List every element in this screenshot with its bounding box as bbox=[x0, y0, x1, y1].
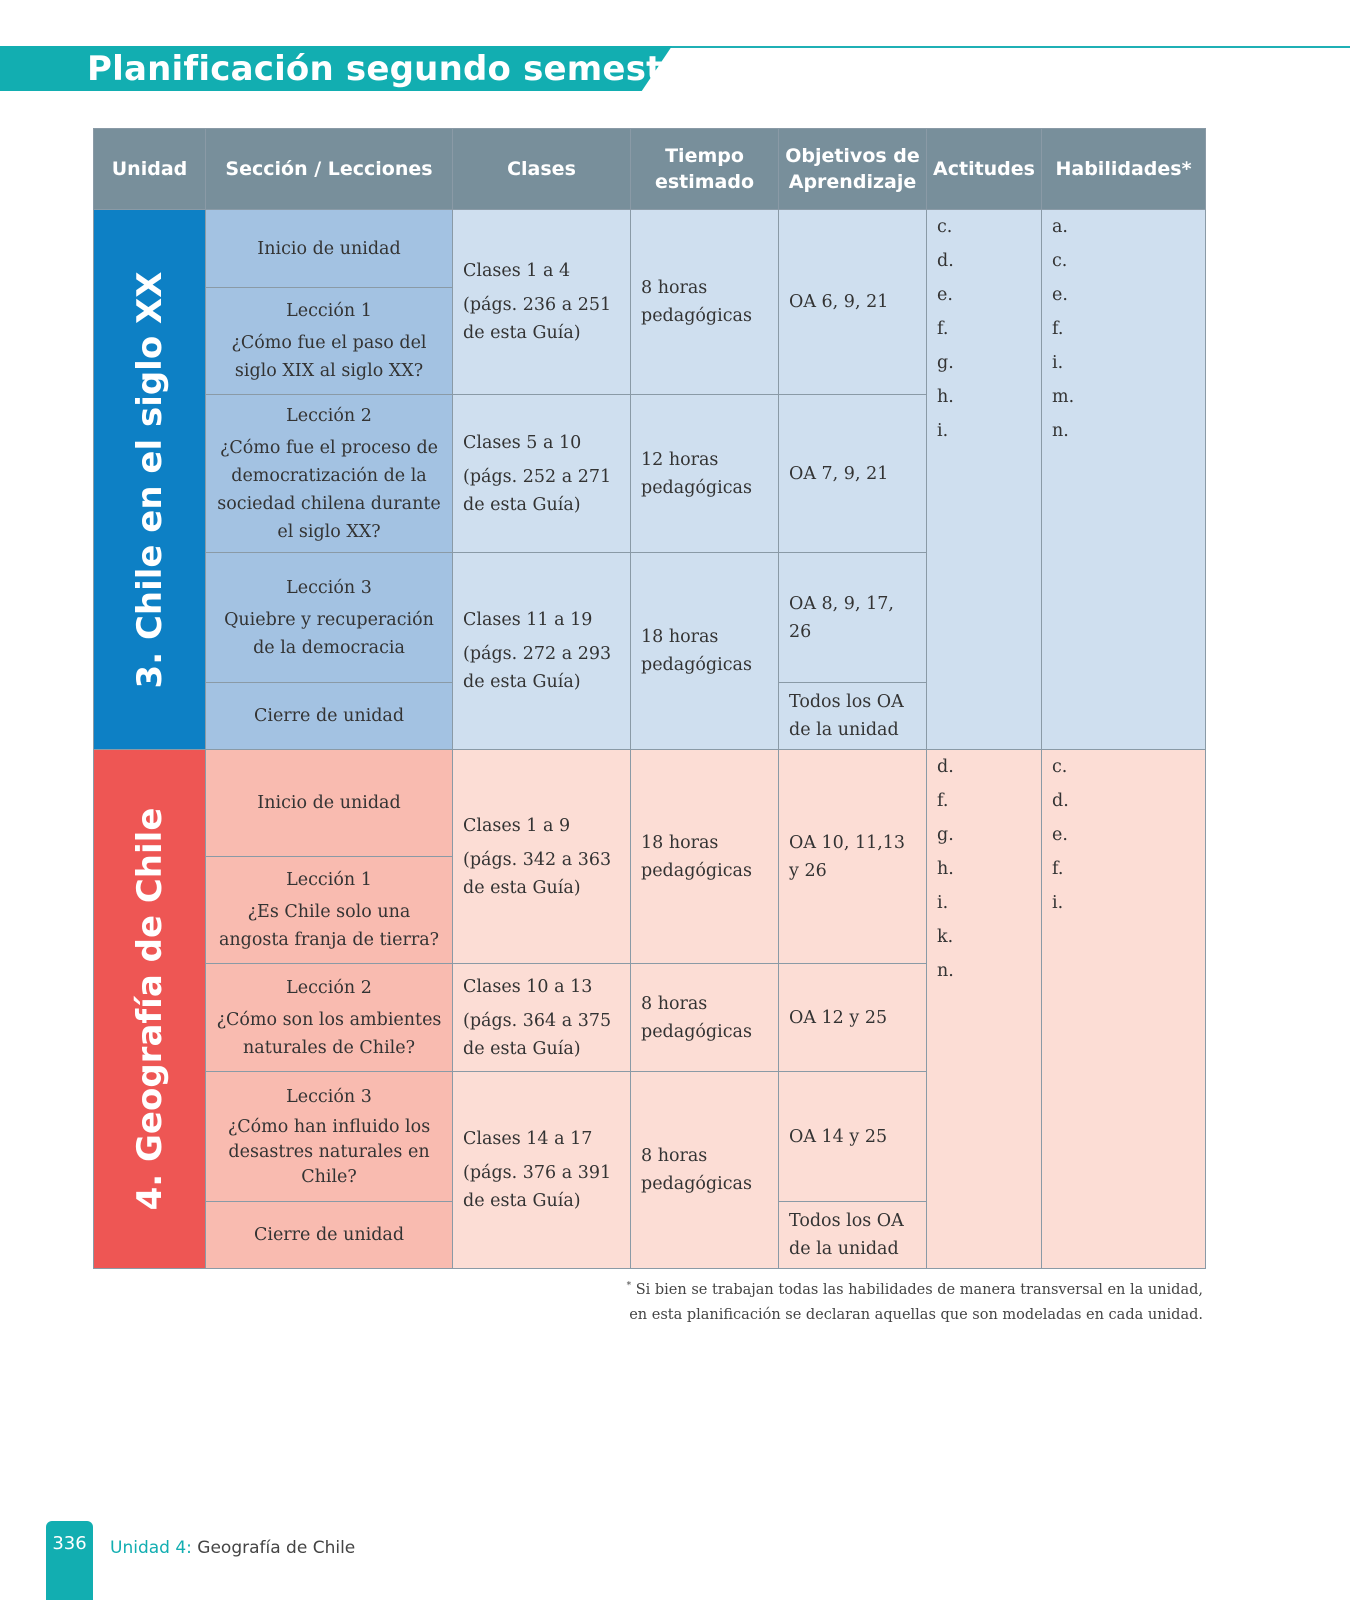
list-item: i. bbox=[937, 893, 949, 913]
unit-4-name: 4. Geografía de Chile bbox=[129, 807, 170, 1211]
list-item: i. bbox=[1052, 353, 1064, 373]
clases-range: Clases 1 a 4 bbox=[463, 261, 571, 281]
list-item: m. bbox=[1052, 387, 1075, 407]
unit-3-tiempo-3: 18 horas pedagógicas bbox=[631, 553, 779, 750]
lesson-question: Quiebre y recuperación de la democracia bbox=[224, 609, 434, 658]
footnote-line-2: en esta planificación se declaran aquellas que son modeladas en cada unidad. bbox=[629, 1306, 1203, 1323]
list-item: f. bbox=[937, 791, 949, 811]
lesson-question: ¿Cómo fue el paso del siglo XIX al siglo XX? bbox=[231, 333, 427, 381]
unit-3-clases-2 bbox=[453, 395, 631, 553]
clases-range: Clases 5 a 10 bbox=[463, 432, 582, 453]
header-row bbox=[94, 129, 1206, 210]
list-item: n. bbox=[937, 961, 954, 981]
list-item: c. bbox=[937, 217, 953, 237]
unit-4-body bbox=[94, 750, 1206, 1269]
unit-4-inicio: Inicio de unidad bbox=[206, 750, 453, 857]
list-item: f. bbox=[937, 319, 949, 339]
list-item: k. bbox=[937, 927, 954, 947]
list-item: a. bbox=[1052, 217, 1068, 237]
clases-range: Clases 11 a 19 bbox=[463, 610, 593, 630]
list-item: d. bbox=[1052, 791, 1069, 811]
unit-3-oa-3: OA 8, 9, 17, 26 bbox=[779, 553, 927, 683]
unit-3-actitudes bbox=[927, 210, 1042, 750]
lesson-name: Lección 1 bbox=[286, 870, 372, 890]
list-item: g. bbox=[937, 353, 954, 373]
clases-range: Clases 10 a 13 bbox=[463, 976, 593, 997]
header-tiempo: Tiempo estimado bbox=[631, 129, 779, 210]
clases-pages: (págs. 376 a 391 de esta Guía) bbox=[463, 1163, 612, 1211]
lesson-name: Lección 3 bbox=[286, 577, 372, 598]
unit-4-clases-1 bbox=[453, 750, 631, 964]
unit-4-oa-2: OA 12 y 25 bbox=[779, 964, 927, 1072]
list-item: e. bbox=[1052, 825, 1068, 845]
clases-range: Clases 1 a 9 bbox=[463, 815, 571, 836]
unit-3-tiempo-2: 12 horas pedagógicas bbox=[631, 395, 779, 553]
list-item: h. bbox=[937, 387, 954, 407]
unit-3-leccion-2 bbox=[206, 395, 453, 553]
footnote-mark: * bbox=[626, 1281, 632, 1291]
unit-3-clases-1 bbox=[453, 210, 631, 395]
footer-unit: Unidad 4: bbox=[110, 1538, 192, 1558]
planning-table bbox=[93, 128, 1206, 1269]
lesson-question: ¿Cómo fue el proceso de democratización de la sociedad chilena durante el siglo XX? bbox=[217, 437, 441, 542]
unit-3-inicio: Inicio de unidad bbox=[206, 210, 453, 288]
lesson-name: Lección 2 bbox=[286, 977, 372, 998]
unit-3-name: 3. Chile en el siglo XX bbox=[129, 271, 170, 688]
table-row bbox=[94, 210, 1206, 288]
unit-3-body bbox=[94, 210, 1206, 750]
header-objetivos: Objetivos de Aprendizaje bbox=[779, 129, 927, 210]
clases-pages: (págs. 364 a 375 de esta Guía) bbox=[463, 1010, 612, 1059]
unit-4-cierre: Cierre de unidad bbox=[206, 1202, 453, 1269]
lesson-name: Lección 2 bbox=[286, 405, 372, 426]
unit-4-actitudes bbox=[927, 750, 1042, 1269]
footer-unit-label bbox=[110, 1538, 355, 1558]
lesson-question: ¿Cómo han influido los desastres naturales en Chile? bbox=[227, 1117, 431, 1187]
unit-4-clases-2 bbox=[453, 964, 631, 1072]
unit-4-label-cell bbox=[94, 750, 206, 1269]
unit-3-oa-2: OA 7, 9, 21 bbox=[779, 395, 927, 553]
list-item: h. bbox=[937, 859, 954, 879]
footnote-line-1: Si bien se trabajan todas las habilidades de manera transversal en la unidad, bbox=[635, 1281, 1203, 1298]
unit-3-clases-3 bbox=[453, 553, 631, 750]
list-item: d. bbox=[937, 251, 954, 271]
list-item: f. bbox=[1052, 859, 1064, 879]
unit-3-oa-cierre: Todos los OA de la unidad bbox=[779, 683, 927, 750]
clases-pages: (págs. 252 a 271 de esta Guía) bbox=[463, 466, 612, 515]
clases-pages: (págs. 236 a 251 de esta Guía) bbox=[463, 295, 612, 343]
list-item: i. bbox=[1052, 893, 1064, 913]
lesson-question: ¿Es Chile solo una angosta franja de tierra? bbox=[218, 902, 440, 950]
unit-4-oa-3: OA 14 y 25 bbox=[779, 1072, 927, 1202]
unit-3-leccion-1 bbox=[206, 288, 453, 395]
unit-4-oa-cierre: Todos los OA de la unidad bbox=[779, 1202, 927, 1269]
list-item: c. bbox=[1052, 251, 1068, 271]
lesson-name: Lección 3 bbox=[286, 1087, 372, 1107]
unit-4-tiempo-3: 8 horas pedagógicas bbox=[631, 1072, 779, 1269]
list-item: i. bbox=[937, 421, 949, 441]
table-row bbox=[94, 750, 1206, 857]
unit-4-tiempo-2: 8 horas pedagógicas bbox=[631, 964, 779, 1072]
unit-3-habilidades bbox=[1042, 210, 1206, 750]
unit-3-label-cell bbox=[94, 210, 206, 750]
list-item: e. bbox=[1052, 285, 1068, 305]
unit-4-clases-3 bbox=[453, 1072, 631, 1269]
header-seccion: Sección / Lecciones bbox=[206, 129, 453, 210]
list-item: e. bbox=[937, 285, 953, 305]
list-item: f. bbox=[1052, 319, 1064, 339]
footer-unit-title: Geografía de Chile bbox=[191, 1538, 356, 1558]
list-item: g. bbox=[937, 825, 954, 845]
clases-pages: (págs. 342 a 363 de esta Guía) bbox=[463, 849, 612, 898]
unit-4-habilidades bbox=[1042, 750, 1206, 1269]
list-item: d. bbox=[937, 757, 954, 777]
lesson-question: ¿Cómo son los ambientes naturales de Chile? bbox=[216, 1009, 442, 1058]
footnote bbox=[600, 1274, 1203, 1328]
header-actitudes: Actitudes bbox=[927, 129, 1042, 210]
unit-3-tiempo-1: 8 horas pedagógicas bbox=[631, 210, 779, 395]
unit-4-leccion-2 bbox=[206, 964, 453, 1072]
unit-4-oa-1: OA 10, 11,13 y 26 bbox=[779, 750, 927, 964]
lesson-name: Lección 1 bbox=[286, 301, 372, 321]
clases-range: Clases 14 a 17 bbox=[463, 1129, 593, 1149]
page-number: 336 bbox=[52, 1533, 87, 1554]
header-habilidades: Habilidades* bbox=[1042, 129, 1206, 210]
unit-3-cierre: Cierre de unidad bbox=[206, 683, 453, 750]
header-clases: Clases bbox=[453, 129, 631, 210]
list-item: n. bbox=[1052, 421, 1069, 441]
clases-pages: (págs. 272 a 293 de esta Guía) bbox=[463, 644, 612, 692]
unit-4-leccion-3 bbox=[206, 1072, 453, 1202]
list-item: c. bbox=[1052, 757, 1068, 777]
page-title: Planificación segundo semestre bbox=[87, 49, 703, 89]
unit-3-oa-1: OA 6, 9, 21 bbox=[779, 210, 927, 395]
header-unidad: Unidad bbox=[94, 129, 206, 210]
unit-4-tiempo-1: 18 horas pedagógicas bbox=[631, 750, 779, 964]
unit-4-leccion-1 bbox=[206, 857, 453, 964]
unit-3-leccion-3 bbox=[206, 553, 453, 683]
